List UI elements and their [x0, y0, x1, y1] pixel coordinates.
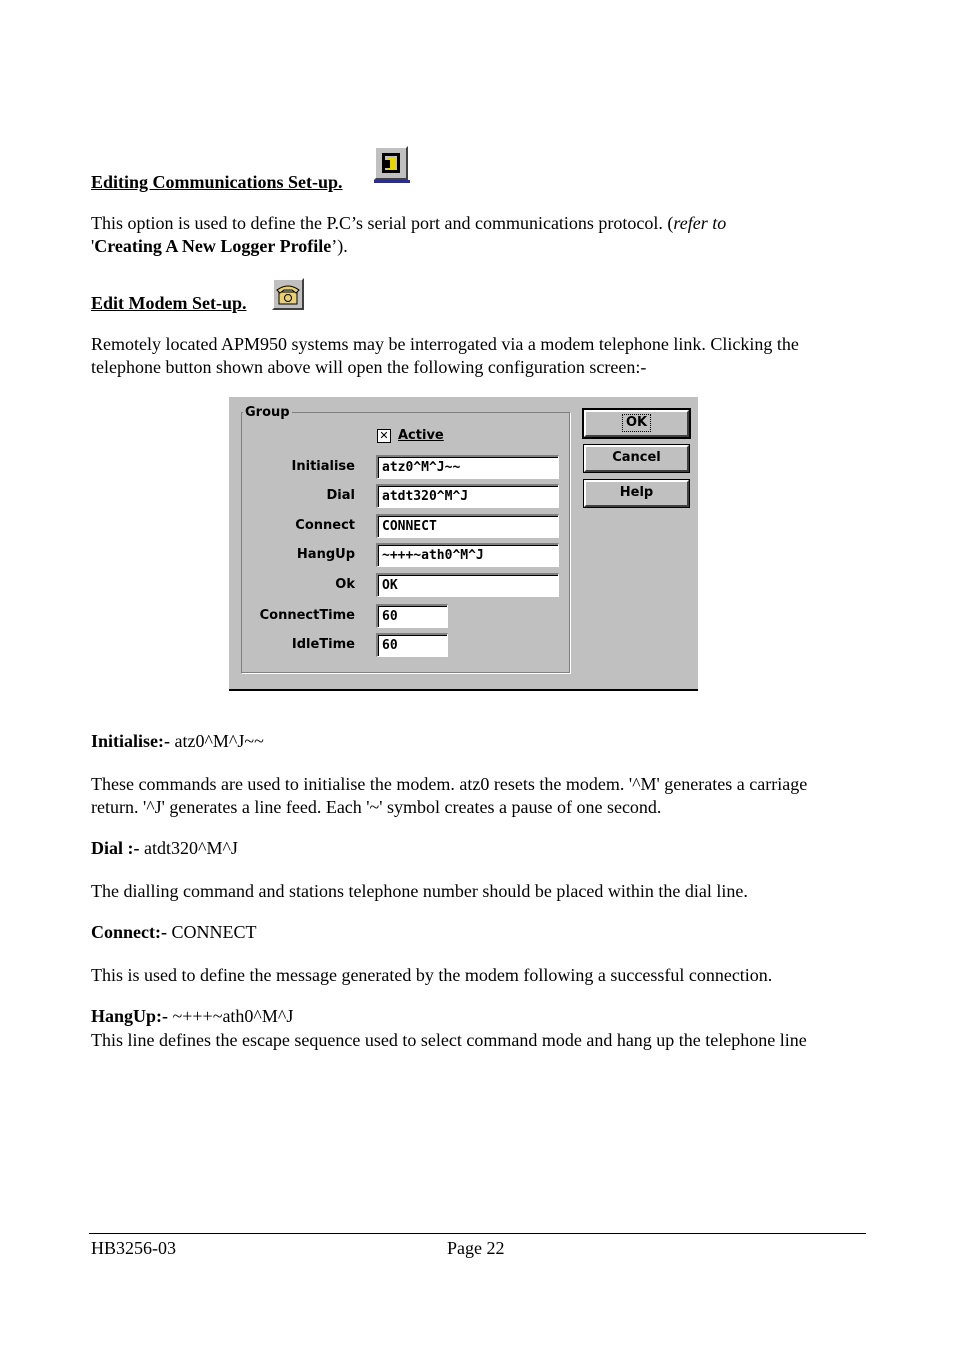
footer-rule	[89, 1233, 866, 1234]
hangup-input[interactable]: ~+++~ath0^M^J	[376, 543, 559, 567]
hangup-description: This line defines the escape sequence used to select command mode and hang up the telephone line	[91, 1030, 807, 1050]
connect-description: This is used to define the message generated by the modem following a successful connection.	[91, 965, 773, 985]
footer-page-number: Page 22	[447, 1238, 505, 1258]
modem-setup-description: Remotely located APM950 systems may be interrogated via a modem telephone link. Clicking the telephone button shown above will open the following configuration screen:-	[91, 334, 799, 377]
initialise-label: Initialise	[291, 459, 355, 474]
connect-time-label: ConnectTime	[259, 608, 355, 623]
cancel-button[interactable]: Cancel	[584, 445, 689, 472]
initialise-heading: Initialise:- atz0^M^J~~	[91, 731, 264, 751]
modem-setup-heading: Edit Modem Set-up.	[91, 293, 247, 313]
initialise-description: These commands are used to initialise the modem. atz0 resets the modem. '^M' generates a carriage return. '^J' generates a line feed. Each '~' symbol creates a pause of one second.	[91, 774, 808, 817]
ok-input[interactable]: OK	[376, 573, 559, 597]
dial-heading: Dial :- atdt320^M^J	[91, 838, 238, 858]
connect-label: Connect	[295, 518, 355, 533]
footer-doc-id: HB3256-03	[91, 1238, 176, 1258]
comms-setup-heading: Editing Communications Set-up.	[91, 172, 343, 192]
ok-label: Ok	[335, 577, 355, 592]
telephone-icon[interactable]	[272, 278, 304, 310]
dial-description: The dialling command and stations telephone number should be placed within the dial line.	[91, 881, 748, 901]
connect-time-input[interactable]: 60	[376, 604, 448, 628]
dial-label: Dial	[326, 488, 355, 503]
initialise-input[interactable]: atz0^M^J~~	[376, 455, 559, 479]
comms-setup-description: This option is used to define the P.C’s serial port and communications protocol. (refer to 'Creating A New Logger Profile’).	[91, 213, 727, 256]
group-label: Group	[245, 405, 290, 420]
active-checkbox[interactable]: ✕	[377, 429, 391, 443]
connect-input[interactable]: CONNECT	[376, 514, 559, 538]
connect-heading: Connect:- CONNECT	[91, 922, 257, 942]
comms-setup-icon[interactable]	[374, 146, 410, 183]
modem-config-dialog	[229, 397, 698, 689]
hangup-label: HangUp	[296, 547, 355, 562]
dialog-bottom-rule	[229, 689, 698, 691]
dial-input[interactable]: atdt320^M^J	[376, 484, 559, 508]
ok-button[interactable]: OK	[584, 410, 689, 437]
help-button[interactable]: Help	[584, 480, 689, 507]
hangup-heading: HangUp:- ~+++~ath0^M^J	[91, 1006, 294, 1026]
active-label: Active	[398, 428, 444, 443]
idle-time-input[interactable]: 60	[376, 633, 448, 657]
idle-time-label: IdleTime	[291, 637, 355, 652]
